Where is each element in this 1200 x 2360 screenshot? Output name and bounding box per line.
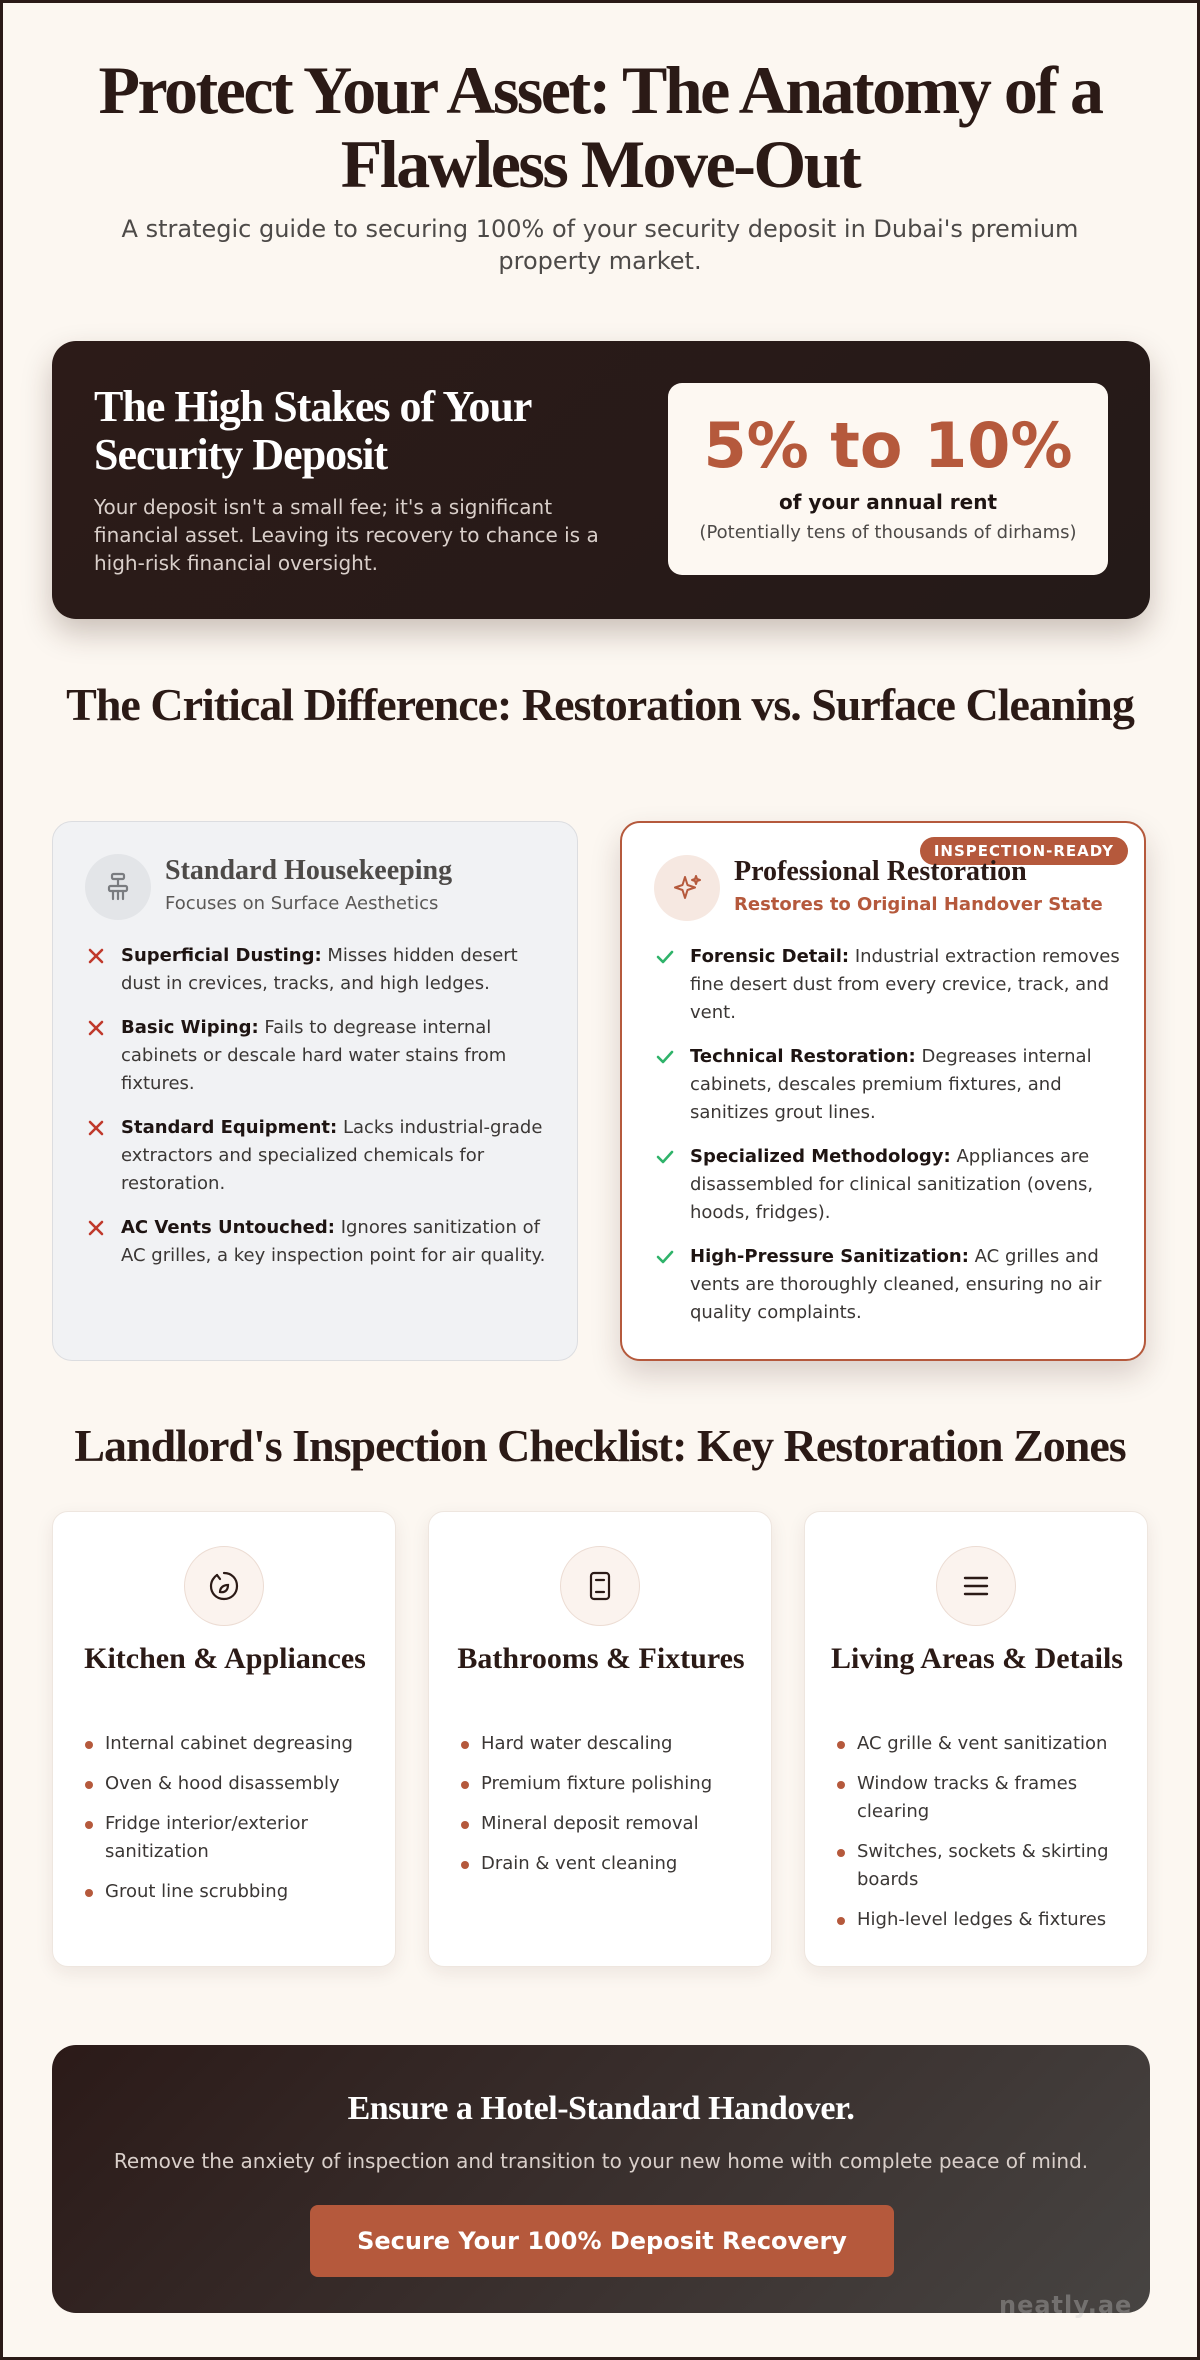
- point-text: Degreases internal cabinets, descales premium fixtures, and sanitizes grout lines.: [690, 1046, 1092, 1123]
- check-icon: [654, 1146, 676, 1168]
- point-text: Lacks industrial-grade extractors and specialized chemicals for restoration.: [121, 1117, 543, 1194]
- deposit-recovery-button[interactable]: Secure Your 100% Deposit Recovery: [310, 2205, 894, 2277]
- deposit-note: (Potentially tens of thousands of dirhams): [699, 522, 1077, 543]
- point-text: Misses hidden desert dust in crevices, tracks, and high ledges.: [121, 945, 518, 994]
- cross-icon: [85, 945, 107, 967]
- point-label: Superficial Dusting:: [121, 945, 322, 966]
- list-item: Drain & vent cleaning: [461, 1850, 751, 1878]
- list-item: Grout line scrubbing: [85, 1878, 375, 1906]
- standard-name: Standard Housekeeping: [165, 855, 453, 886]
- point-text: Ignores sanitization of AC grilles, a key inspection point for air quality.: [121, 1217, 546, 1266]
- cta-title: Ensure a Hotel-Standard Handover.: [347, 2090, 855, 2127]
- cross-icon: [85, 1217, 107, 1239]
- list-item: [85, 1014, 553, 1098]
- standard-housekeeping-card: [52, 821, 578, 1361]
- list-item: [85, 1214, 553, 1270]
- point-label: High-Pressure Sanitization:: [690, 1246, 969, 1267]
- point-label: Basic Wiping:: [121, 1017, 259, 1038]
- check-icon: [654, 946, 676, 968]
- difference-title: The Critical Difference: Restoration vs. Surface Cleaning: [66, 679, 1134, 730]
- zone-card-living-areas: [804, 1511, 1148, 1967]
- page-title: Protect Your Asset: The Anatomy of a Flawless Move-Out: [98, 52, 1102, 202]
- professional-points-list: [654, 943, 1122, 1343]
- list-item: [654, 1043, 1122, 1127]
- list-item: [85, 942, 553, 998]
- zone-name: Bathrooms & Fixtures: [457, 1642, 745, 1675]
- list-item: AC grille & vent sanitization: [837, 1730, 1127, 1758]
- list-item: [654, 1243, 1122, 1327]
- list-item: Internal cabinet degreasing: [85, 1730, 375, 1758]
- list-item: [654, 1143, 1122, 1227]
- list-item: Premium fixture polishing: [461, 1770, 751, 1798]
- deposit-rent-label: of your annual rent: [779, 490, 997, 514]
- zone-card-kitchen: [52, 1511, 396, 1967]
- list-item: Hard water descaling: [461, 1730, 751, 1758]
- standard-points-list: [85, 942, 553, 1286]
- list-item: Switches, sockets & skirting boards: [837, 1838, 1127, 1894]
- stakes-body: Your deposit isn't a small fee; it's a significant financial asset. Leaving its recovery to chance is a high-risk financial oversight.: [94, 495, 599, 575]
- list-item: [85, 1114, 553, 1198]
- list-item: [654, 943, 1122, 1027]
- zone-card-bathrooms: [428, 1511, 772, 1967]
- stakes-title: The High Stakes of Your Security Deposit: [94, 382, 531, 479]
- list-item: Fridge interior/exterior sanitization: [85, 1810, 375, 1866]
- point-label: Specialized Methodology:: [690, 1146, 951, 1167]
- zone-items: [85, 1730, 375, 1918]
- brand-watermark: neatly.ae: [999, 2291, 1133, 2319]
- vent-lines-icon: [936, 1546, 1016, 1626]
- bathroom-fixture-icon: [560, 1546, 640, 1626]
- sparkle-icon: [654, 855, 720, 921]
- point-text: Industrial extraction removes fine desert dust from every crevice, track, and vent.: [690, 946, 1120, 1023]
- list-item: Window tracks & frames clearing: [837, 1770, 1127, 1826]
- checklist-title: Landlord's Inspection Checklist: Key Restoration Zones: [74, 1420, 1126, 1471]
- page-subtitle: A strategic guide to securing 100% of your security deposit in Dubai's premium property market.: [121, 215, 1079, 275]
- zone-name: Living Areas & Details: [831, 1642, 1123, 1675]
- point-text: Fails to degrease internal cabinets or descale hard water stains from fixtures.: [121, 1017, 507, 1094]
- cross-icon: [85, 1117, 107, 1139]
- stakes-banner: [52, 341, 1150, 619]
- point-label: Standard Equipment:: [121, 1117, 338, 1138]
- point-text: AC grilles and vents are thoroughly cleaned, ensuring no air quality complaints.: [690, 1246, 1102, 1323]
- stakes-highlight-card: [668, 383, 1108, 575]
- standard-description: Focuses on Surface Aesthetics: [165, 893, 439, 914]
- zone-name: Kitchen & Appliances: [84, 1642, 366, 1675]
- list-item: High-level ledges & fixtures: [837, 1906, 1127, 1934]
- point-label: Technical Restoration:: [690, 1046, 916, 1067]
- cooking-pan-icon: [184, 1546, 264, 1626]
- point-label: Forensic Detail:: [690, 946, 850, 967]
- deposit-percentage: 5% to 10%: [703, 409, 1073, 482]
- point-text: Appliances are disassembled for clinical sanitization (ovens, hoods, fridges).: [690, 1146, 1094, 1223]
- infographic-page: [3, 3, 1197, 2357]
- zone-items: [461, 1730, 751, 1890]
- zone-items: [837, 1730, 1127, 1946]
- professional-description: Restores to Original Handover State: [734, 894, 1103, 915]
- point-label: AC Vents Untouched:: [121, 1217, 335, 1238]
- cross-icon: [85, 1017, 107, 1039]
- professional-name: Professional Restoration: [734, 856, 1027, 887]
- cta-banner: [52, 2045, 1150, 2313]
- list-item: Mineral deposit removal: [461, 1810, 751, 1838]
- list-item: Oven & hood disassembly: [85, 1770, 375, 1798]
- check-icon: [654, 1046, 676, 1068]
- check-icon: [654, 1246, 676, 1268]
- cta-subtitle: Remove the anxiety of inspection and transition to your new home with complete peace of mind.: [113, 2149, 1089, 2173]
- cleaning-tool-icon: [85, 854, 151, 920]
- professional-restoration-card: [620, 821, 1146, 1361]
- inspection-ready-badge: INSPECTION-READY: [920, 837, 1128, 865]
